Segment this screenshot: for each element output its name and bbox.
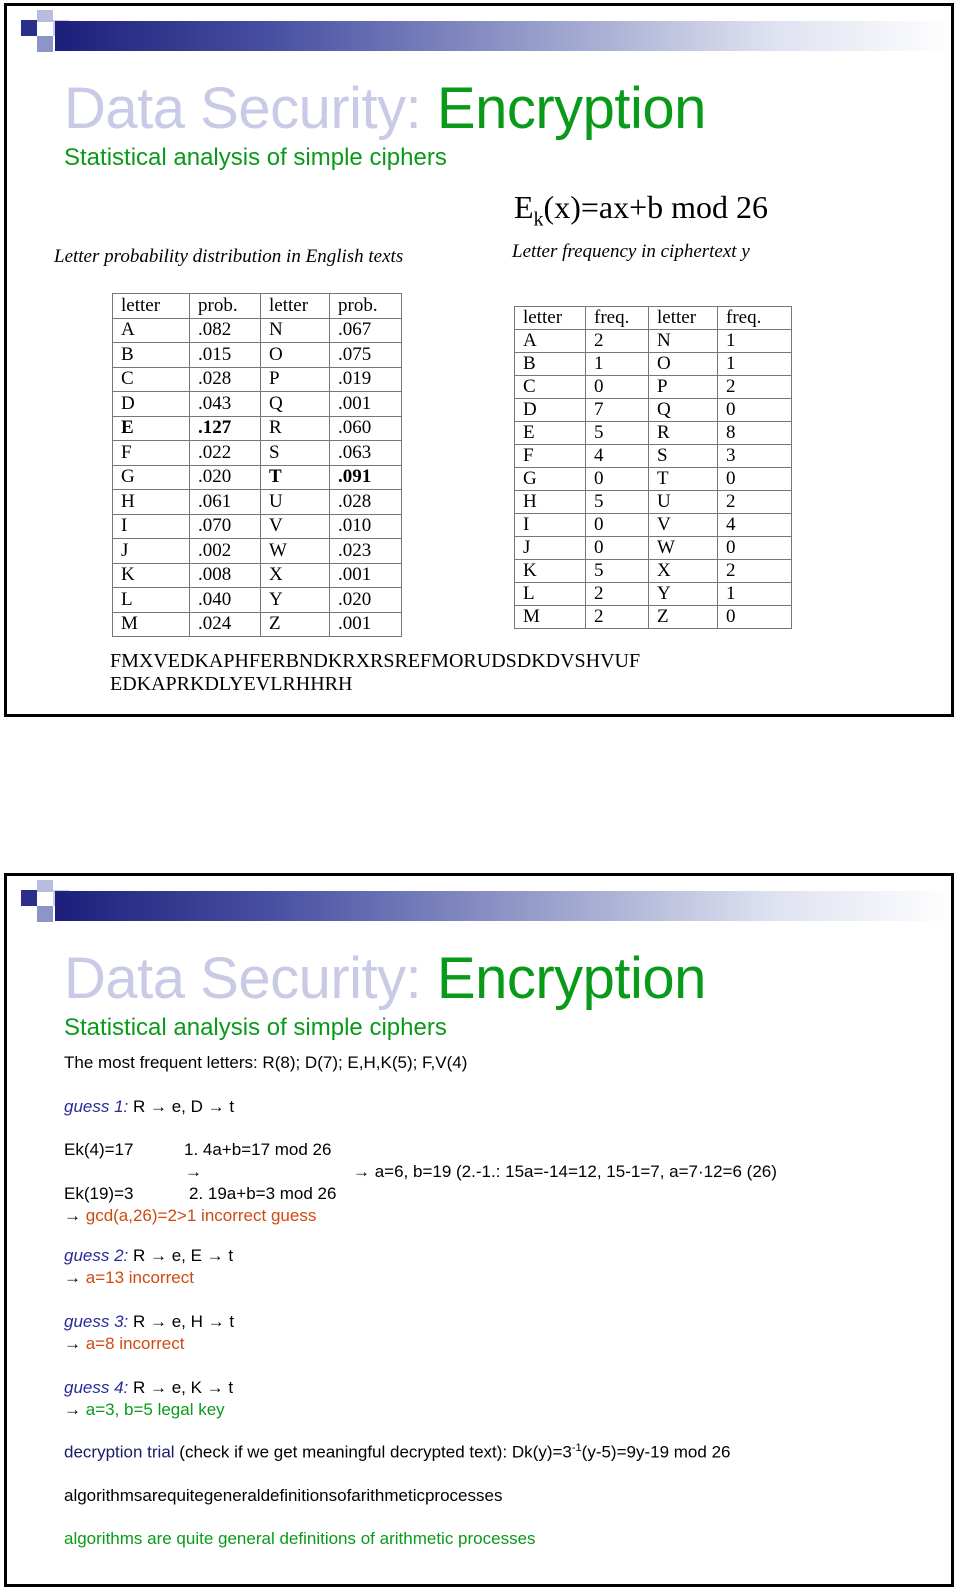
table-cell: .001 (330, 563, 402, 588)
page-title (64, 944, 706, 1014)
table-cell: C (113, 367, 190, 392)
table-row (515, 422, 792, 445)
guess-1 (64, 1097, 234, 1117)
table-cell: T (649, 468, 718, 491)
table-row (515, 583, 792, 606)
table-cell: 0 (586, 537, 649, 560)
table-cell: 8 (718, 422, 792, 445)
column-header: letter (649, 307, 718, 330)
ciphertext-line-2: EDKAPRKDLYEVLRHHRH (110, 673, 353, 695)
table-row (515, 445, 792, 468)
guess-2-result (64, 1268, 194, 1288)
frequency-table (514, 306, 792, 629)
guess-4-result-text: a=3, b=5 legal key (85, 1400, 225, 1419)
table-row (515, 491, 792, 514)
probability-table (112, 293, 402, 637)
solution-line: → a=6, b=19 (2.-1.: 15a=-14=12, 15-1=7, a=7·12=6 (26) (353, 1162, 777, 1181)
table-cell: 0 (718, 537, 792, 560)
page-subtitle: Statistical analysis of simple ciphers (64, 1014, 447, 1041)
guess-3-result (64, 1334, 184, 1354)
column-header: letter (113, 294, 190, 319)
table-cell: 0 (718, 606, 792, 629)
table-cell: W (649, 537, 718, 560)
guess-4-label: guess 4: (64, 1378, 129, 1397)
arrow-2: → (64, 1268, 86, 1287)
table-cell: J (113, 539, 190, 564)
guess-4 (64, 1378, 233, 1398)
ek4-line (64, 1140, 133, 1160)
slide-2 (4, 873, 954, 1587)
table-cell: B (113, 343, 190, 368)
table-cell: 2 (718, 376, 792, 399)
column-header: letter (515, 307, 586, 330)
table-row (515, 330, 792, 353)
table-cell: E (515, 422, 586, 445)
table-header-row (515, 307, 792, 330)
table-row (515, 353, 792, 376)
table-cell: R (261, 416, 330, 441)
table-cell: .024 (190, 612, 261, 637)
guess-3-text: R → e, H → t (128, 1312, 235, 1331)
table-cell: .008 (190, 563, 261, 588)
formula-rest: (x)=ax+b mod 26 (543, 189, 769, 225)
guess-4-result (64, 1400, 225, 1420)
table-row (113, 490, 402, 515)
arrow-1: → (64, 1206, 86, 1225)
table-cell: .001 (330, 612, 402, 637)
table-cell: .075 (330, 343, 402, 368)
table-cell: 1 (718, 583, 792, 606)
cipher-formula (514, 189, 768, 231)
table-cell: P (261, 367, 330, 392)
table-cell: .040 (190, 588, 261, 613)
table-cell: D (515, 399, 586, 422)
table-cell: Y (261, 588, 330, 613)
table-cell: V (261, 514, 330, 539)
table-cell: 1 (586, 353, 649, 376)
table-cell: A (113, 318, 190, 343)
header-gradient-bar (55, 21, 954, 51)
column-header: freq. (586, 307, 649, 330)
table-cell: 5 (586, 491, 649, 514)
table-cell: O (261, 343, 330, 368)
ciphertext (110, 650, 640, 696)
table-cell: 2 (718, 491, 792, 514)
column-header: freq. (718, 307, 792, 330)
table-cell: U (649, 491, 718, 514)
table-row (515, 606, 792, 629)
arrow-4: → (64, 1400, 86, 1419)
table-cell: E (113, 416, 190, 441)
decrypted-spaced: algorithms are quite general definitions of arithmetic processes (64, 1529, 536, 1548)
column-header: prob. (190, 294, 261, 319)
guess-1-text: R → e, D → t (128, 1097, 235, 1116)
table-cell: D (113, 392, 190, 417)
table-cell: K (515, 560, 586, 583)
table-cell: .061 (190, 490, 261, 515)
table-header-row (113, 294, 402, 319)
table-cell: O (649, 353, 718, 376)
table-cell: I (113, 514, 190, 539)
table-cell: F (113, 441, 190, 466)
table-row (515, 376, 792, 399)
table-cell: 3 (718, 445, 792, 468)
guess-2-label: guess 2: (64, 1246, 129, 1265)
table-cell: Z (261, 612, 330, 637)
trial-text: (check if we get meaningful decrypted text): Dk(y)=3 (174, 1442, 572, 1462)
table-cell: 0 (586, 376, 649, 399)
table-row (113, 318, 402, 343)
table-cell: 0 (718, 399, 792, 422)
table-cell: H (113, 490, 190, 515)
frequent-letters: The most frequent letters: R(8); D(7); E,H,K(5); F,V(4) (64, 1053, 468, 1072)
table-cell: 0 (586, 468, 649, 491)
table-cell: .023 (330, 539, 402, 564)
table-cell: A (515, 330, 586, 353)
guess-2 (64, 1246, 233, 1266)
table-row (515, 537, 792, 560)
table-cell: W (261, 539, 330, 564)
table-row (113, 588, 402, 613)
table-cell: Q (649, 399, 718, 422)
table-cell: U (261, 490, 330, 515)
decryption-trial (64, 1442, 730, 1463)
equation-1: 1. 4a+b=17 mod 26 (184, 1140, 332, 1159)
guess-2-text: R → e, E → t (128, 1246, 234, 1265)
table-cell: 1 (718, 353, 792, 376)
ek4: Ek(4)=17 (64, 1140, 134, 1159)
table-cell: .022 (190, 441, 261, 466)
table-cell: 0 (718, 468, 792, 491)
table-cell: .020 (330, 588, 402, 613)
table-cell: 1 (718, 330, 792, 353)
table-row (515, 399, 792, 422)
table-cell: .082 (190, 318, 261, 343)
table-cell: .020 (190, 465, 261, 490)
table-cell: .127 (190, 416, 261, 441)
table-cell: 2 (718, 560, 792, 583)
table-cell: V (649, 514, 718, 537)
slide-1 (4, 3, 954, 717)
table-cell: Z (649, 606, 718, 629)
table-cell: 5 (586, 422, 649, 445)
table-cell: 4 (586, 445, 649, 468)
formula-subscript: k (533, 208, 544, 231)
guess-3 (64, 1312, 234, 1332)
table-cell: 2 (586, 330, 649, 353)
table-cell: I (515, 514, 586, 537)
table-cell: L (515, 583, 586, 606)
table-cell: 7 (586, 399, 649, 422)
table-cell: 0 (586, 514, 649, 537)
table-cell: P (649, 376, 718, 399)
table-row (113, 367, 402, 392)
table-cell: F (515, 445, 586, 468)
table-cell: G (113, 465, 190, 490)
table-cell: S (261, 441, 330, 466)
title-part1: Data Security: (64, 946, 422, 1011)
table-cell: Y (649, 583, 718, 606)
table-row (113, 343, 402, 368)
trial-sup: -1 (571, 1442, 582, 1454)
gcd-line (64, 1206, 316, 1226)
gcd-text: gcd(a,26)=2>1 incorrect guess (85, 1206, 317, 1225)
table-cell: .010 (330, 514, 402, 539)
guess-3-label: guess 3: (64, 1312, 129, 1331)
title-part1: Data Security: (64, 76, 422, 141)
decrypted-raw: algorithmsarequitegeneraldefinitionsofarithmeticprocesses (64, 1486, 503, 1505)
table-cell: X (649, 560, 718, 583)
table-cell: Q (261, 392, 330, 417)
table-cell: M (113, 612, 190, 637)
guess-1-label: guess 1: (64, 1097, 129, 1116)
table-cell: .060 (330, 416, 402, 441)
table-cell: L (113, 588, 190, 613)
table-cell: .028 (330, 490, 402, 515)
trial-rest: (y-5)=9y-19 mod 26 (581, 1442, 731, 1462)
column-header: letter (261, 294, 330, 319)
guess-2-result-text: a=13 incorrect (85, 1268, 194, 1287)
table-cell: N (649, 330, 718, 353)
caption-frequency: Letter frequency in ciphertext y (512, 241, 750, 262)
table-cell: X (261, 563, 330, 588)
caption-probability: Letter probability distribution in English texts (54, 246, 404, 267)
table-cell: T (261, 465, 330, 490)
table-cell: .001 (330, 392, 402, 417)
table-cell: .070 (190, 514, 261, 539)
table-cell: N (261, 318, 330, 343)
table-cell: 2 (586, 606, 649, 629)
column-header: prob. (330, 294, 402, 319)
table-row (113, 392, 402, 417)
table-row (515, 468, 792, 491)
guess-4-text: R → e, K → t (128, 1378, 234, 1397)
table-cell: .091 (330, 465, 402, 490)
equation-2: 2. 19a+b=3 mod 26 (189, 1184, 337, 1203)
formula-e: E (514, 189, 534, 225)
table-cell: K (113, 563, 190, 588)
guess-3-result-text: a=8 incorrect (85, 1334, 185, 1353)
table-cell: .028 (190, 367, 261, 392)
table-row (113, 514, 402, 539)
table-cell: M (515, 606, 586, 629)
title-part2: Encryption (436, 946, 706, 1011)
ek19: Ek(19)=3 (64, 1184, 134, 1203)
table-cell: S (649, 445, 718, 468)
table-row (113, 441, 402, 466)
arrow-3: → (64, 1334, 86, 1353)
table-cell: 4 (718, 514, 792, 537)
page-subtitle: Statistical analysis of simple ciphers (64, 144, 447, 171)
table-cell: .002 (190, 539, 261, 564)
table-cell: 2 (586, 583, 649, 606)
table-row (113, 563, 402, 588)
table-row (113, 465, 402, 490)
table-cell: H (515, 491, 586, 514)
table-cell: .067 (330, 318, 402, 343)
table-cell: G (515, 468, 586, 491)
page-title (64, 74, 706, 144)
table-cell: R (649, 422, 718, 445)
ciphertext-line-1: FMXVEDKAPHFERBNDKRXRSREFMORUDSDKDVSHVUF (110, 650, 641, 672)
table-cell: J (515, 537, 586, 560)
table-row (515, 514, 792, 537)
table-cell: C (515, 376, 586, 399)
trial-label: decryption trial (64, 1442, 175, 1462)
table-row (113, 416, 402, 441)
table-cell: .063 (330, 441, 402, 466)
arrow-left: → (185, 1162, 202, 1181)
header-gradient-bar (55, 891, 954, 921)
table-cell: .019 (330, 367, 402, 392)
table-row (515, 560, 792, 583)
table-row (113, 539, 402, 564)
table-row (113, 612, 402, 637)
table-cell: .015 (190, 343, 261, 368)
table-cell: B (515, 353, 586, 376)
table-cell: 5 (586, 560, 649, 583)
table-cell: .043 (190, 392, 261, 417)
title-part2: Encryption (436, 76, 706, 141)
